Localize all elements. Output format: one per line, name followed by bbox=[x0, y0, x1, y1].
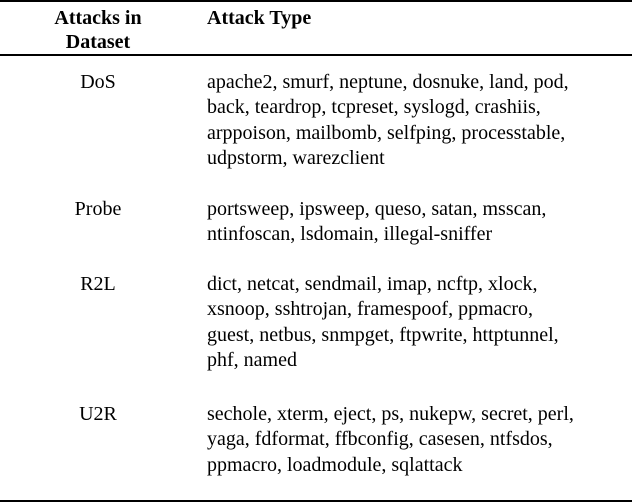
row-attack-types-r2l: dict, netcat, sendmail, imap, ncftp, xlock, xsnoop, sshtrojan, framespoof, ppmacro, guest, netbus, snmpget, ftpwrite, httptunnel, phf, named bbox=[207, 273, 559, 371]
header-attack-type: Attack Type bbox=[207, 7, 312, 29]
header-attacks-in-dataset: Attacks in Dataset bbox=[54, 7, 142, 53]
row-attack-types-probe: portsweep, ipsweep, queso, satan, msscan, ntinfoscan, lsdomain, illegal-sniffer bbox=[207, 198, 547, 246]
row-category-probe: Probe bbox=[74, 198, 122, 220]
row-attack-types-dos: apache2, smurf, neptune, dosnuke, land, pod, back, teardrop, tcpreset, syslogd, crashiis, arppoison, mailbomb, selfping, processtable, udpstorm, warezclient bbox=[207, 71, 569, 169]
header-rule bbox=[0, 54, 632, 56]
row-attack-types-u2r: sechole, xterm, eject, ps, nukepw, secret, perl, yaga, fdformat, ffbconfig, casesen, ntfsdos, ppmacro, loadmodule, sqlattack bbox=[207, 403, 574, 476]
top-rule bbox=[0, 0, 632, 2]
row-category-u2r: U2R bbox=[79, 403, 117, 425]
bottom-rule bbox=[0, 500, 632, 502]
row-category-r2l: R2L bbox=[80, 273, 116, 295]
row-category-dos: DoS bbox=[80, 71, 116, 93]
